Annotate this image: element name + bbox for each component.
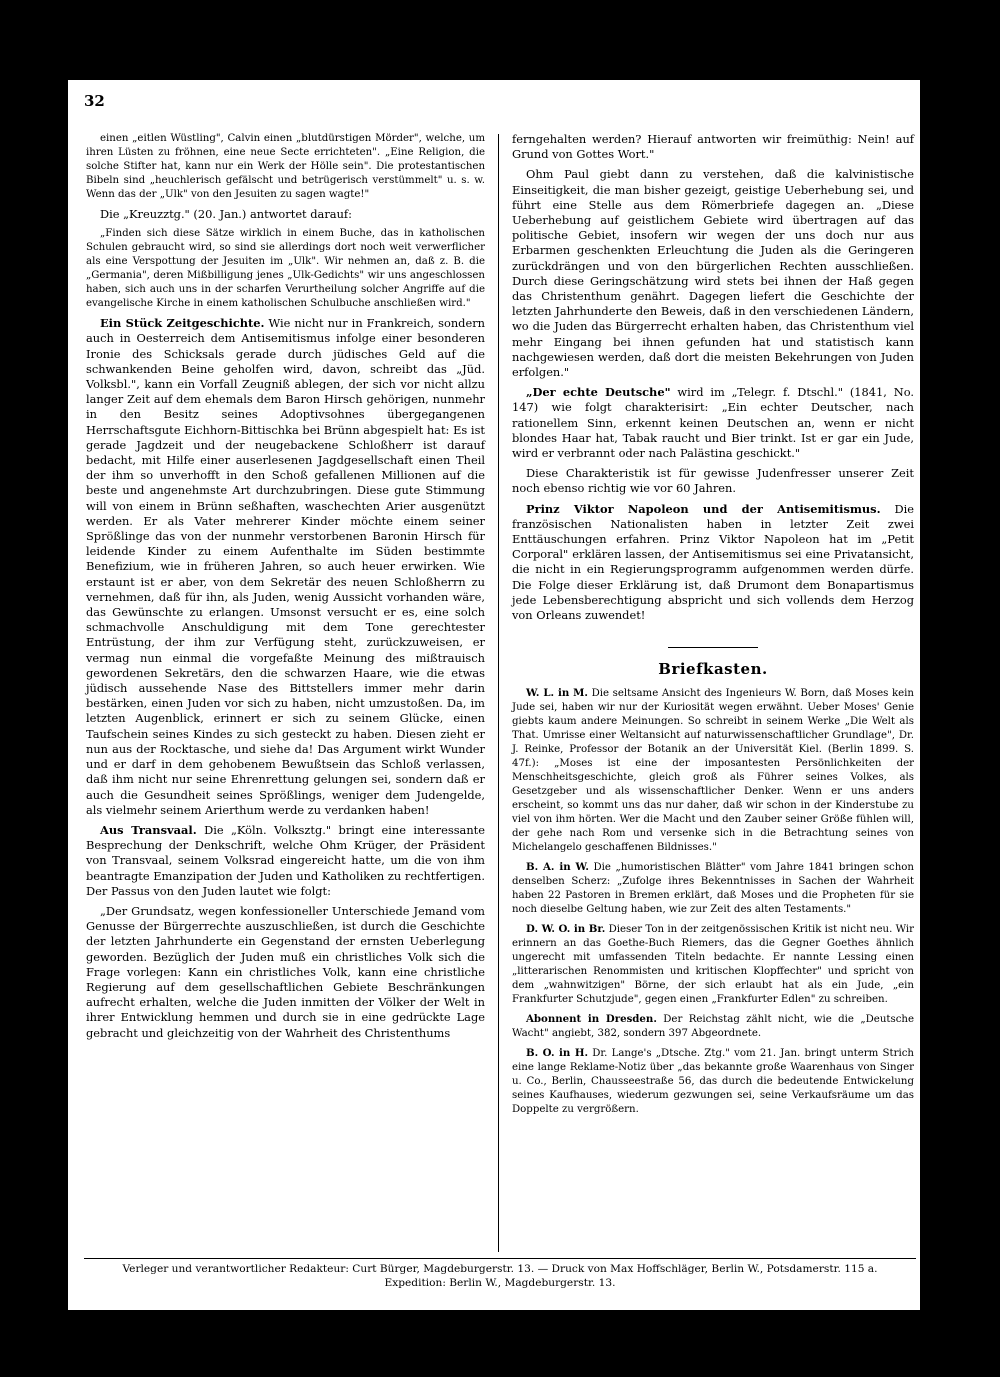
expedition-line: Expedition: Berlin W., Magdeburgerstr. 13.	[384, 1277, 616, 1289]
article-heading: „Der echte Deutsche"	[526, 385, 671, 400]
article-heading: Prinz Viktor Napoleon und der Antisemitismus.	[526, 501, 881, 516]
quoted-paragraph: „Finden sich diese Sätze wirklich in einem Buche, das in katholischen Schulen gebraucht wird, so sind sie allerdings dort noch weit verwerflicher als eine Verspottung der Jesuiten im „Ulk". Wir nehmen an, daß z. B. die „Germania", deren Mißbilligung jenes „Ulk-Gedichts" wir uns angeschlossen haben, sich auch uns in der scharfen Verurtheilung solcher Angriffe auf die evangelische Kirche in einem katholischen Schulbuche anschließen wird."	[86, 228, 485, 310]
imprint-footer	[84, 1262, 916, 1290]
article-text: Dieser Ton in der zeitgenössischen Kritik ist nicht neu. Wir erinnern an das Goethe-Buch Riemers, das die Gegner Goethes ähnlich ungerecht mit umfassenden Titeln bedachte. Er nannte Lessing einen „litterarischen Renommisten und kritischen Klopffechter" und spricht von dem „wahnwitzigen" Börne, der sich erlaubt hat als ein Jude, „ein Frankfurter Schutzjude", gegen einen „Frankfurter Edlen" zu schreiben.	[512, 923, 914, 1005]
article-text: Die „Köln. Volksztg." bringt eine interessante Besprechung der Denkschrift, welche Ohm Krüger, der Präsident von Transvaal, seinem Volksrad eingereicht hatte, um die von ihm beantragte Emanzipation der Juden und Katholiken zu rechtfertigen. Der Passus von den Juden lautet wie folgt:	[86, 822, 485, 898]
article-text: wird im „Telegr. f. Dtschl." (1841, No. 147) wie folgt charakterisirt: „Ein echter Deutscher, nach rationellem Sinn, erkennt keinen Deutschen an, wenn er nicht blondes Haar hat, Tabak raucht und Bier trinkt. Ist er gar ein Jude, wird er verbrannt oder nach Palästina geschickt."	[512, 385, 915, 461]
text-paragraph: Ohm Paul giebt dann zu verstehen, daß die kalvinistische Einseitigkeit, die man bisher gezeigt, geistige Ueberhebung sei, und führt eine Stelle aus dem Römerbriefe dagegen an. „Diese Ueberhebung auf geistlichem Gebiete wird übertragen auf das politische Gebiet, insofern wir wegen der uns doch nur aus Erbarmen geschenkten Erleuchtung die Juden als die Geringeren zurückdrängen und von den bürgerlichen Rechten ausschließen. Durch diese Geringschätzung wird stets bei ihnen der Haß gegen das Christenthum genährt. Dagegen liefert die Geschichte der letzten Jahrhunderte den Beweis, daß in den verschiedenen Ländern, wo die Juden das Bürgerrecht erhalten haben, das Christenthum viel mehr Eingang bei ihnen gefunden hat und statistisch kann nachgewiesen werden, daß dort die meisten Bekehrungen von Juden erfolgen."	[512, 167, 914, 380]
article-heading: Aus Transvaal.	[100, 822, 197, 837]
article-heading: B. A. in W.	[526, 860, 589, 873]
article-paragraph	[86, 316, 485, 818]
article-heading: Abonnent in Dresden.	[526, 1012, 657, 1025]
text-paragraph: ferngehalten werden? Hierauf antworten wir freimüthig: Nein! auf Grund von Gottes Wort."	[512, 132, 914, 162]
column-divider	[498, 134, 499, 1252]
article-heading: D. W. O. in Br.	[526, 922, 606, 935]
right-column	[512, 132, 914, 1122]
article-heading: W. L. in M.	[526, 686, 588, 699]
footer-rule	[84, 1258, 916, 1259]
article-paragraph	[512, 502, 914, 624]
quoted-paragraph: einen „eitlen Wüstling", Calvin einen „blutdürstigen Mörder", welche, um ihren Lüsten zu fröhnen, eine neue Secte errichteten". „Eine Religion, die solche Stifter hat, kann nur ein Werk der Hölle sein". Die protestantischen Bibeln sind „heuchlerisch gefälscht und betrügerisch verstümmelt" u. s. w. Wenn das der „Ulk" von den Jesuiten zu sagen wagte!"	[86, 133, 485, 200]
article-text: Wie nicht nur in Frankreich, sondern auch in Oesterreich dem Antisemitismus infolge einer besonderen Ironie des Schicksals gerade durch jüdisches Geld auf die schwankenden Beine geholfen wird, davon, schreibt das „Jüd. Volksbl.", kann ein Vorfall Zeugniß ablegen, der sich vor nicht allzu langer Zeit auf dem ehemals dem Baron Hirsch gehörigen, nunmehr in den Besitz seines Adoptivsohnes übergegangenen Herrschaftsgute Eichhorn-Bittischka bei Brünn abgespielt hat: Es ist gerade Jagdzeit und der neugebackene Schloßherr ist darauf bedacht, mit Hilfe einer auserlesenen Jagdgesellschaft einen Theil der ihm so unverhofft in den Schoß gefallenen Millionen auf die beste und angenehmste Art durchzubringen. Diese gute Stimmung will von einem in Brünn seßhaften, waschechten Arier ausgenützt werden. Er als Vater mehrerer Kinder möchte einem seiner Sprößlinge das von der nunmehr verstorbenen Baronin Hirsch für leidende Kinder zu einem Aufenthalte im Süden bestimmte Benefizium, wie in früheren Jahren, so auch heuer erwirken. Wie erstaunt ist er aber, von dem Sekretär des neuen Schloßherrn zu vernehmen, daß für ihn, als Juden, wenig Aussicht vorhanden wäre, das Gewünschte zu erlangen. Umsonst versucht er es, eine solch schmachvolle Anschuldigung mit dem Tone gerechtester Entrüstung, der ihm zur Verfügung steht, zurückzuweisen, er vermag nun einmal die vorgefaßte Meinung des mißtrauisch gewordenen Sekretärs, den die schwarzen Haare, wie die etwas jüdisch aussehende Nase des Bittstellers immer mehr darin bestärken, einen Juden vor sich zu haben, nicht umzustoßen. Da, im letzten Augenblick, erinnert er sich zu seinem Glücke, einen Taufschein seines Kindes zu sich gesteckt zu haben. Diesen zieht er nun aus der Rocktasche, und siehe da! Das Argument wirkt Wunder und er darf in dem gehobenem Bewußtsein das Schloß verlassen, daß ihm nicht nur seine Ehrenrettung gelungen sei, sondern daß er auch die Gesundheit seines Sprößlings, weniger dem Judengelde, als vielmehr seinem Arierthum werde zu verdanken haben!	[86, 316, 485, 817]
letterbox-entry	[512, 686, 914, 855]
letterbox-entry	[512, 1012, 914, 1041]
article-paragraph	[512, 385, 914, 461]
letterbox-entry	[512, 860, 914, 917]
article-text: Dr. Lange's „Dtsche. Ztg." vom 21. Jan. bringt unterm Strich eine lange Reklame-Notiz über „das bekannte große Waarenhaus von Singer u. Co., Berlin, Chausseestraße 56, das durch die bedeutende Entwickelung seines Kaufhauses, wiederum gezwungen sei, seine Verkaufsräume um das Doppelte zu vergrößern.	[512, 1047, 914, 1115]
article-text: Der Reichstag zählt nicht, wie die „Deutsche Wacht" angiebt, 382, sondern 397 Abgeordnete.	[512, 1013, 914, 1039]
article-text: Die französischen Nationalisten haben in letzter Zeit zwei Enttäuschungen erfahren. Prinz Viktor Napoleon hat im „Petit Corporal" erklären lassen, der Antisemitismus sei eine Privatansicht, die nicht in ein Regierungsprogramm aufgenommen werden dürfe. Die Folge dieser Erklärung ist, daß Drumont dem Bonapartismus jede Lebensberechtigung abspricht und sich vollends dem Herzog von Orleans zuwendet!	[512, 501, 915, 623]
text-paragraph: Diese Charakteristik ist für gewisse Judenfresser unserer Zeit noch ebenso richtig wie vor 60 Jahren.	[512, 466, 914, 496]
text-paragraph: „Der Grundsatz, wegen konfessioneller Unterschiede Jemand vom Genusse der Bürgerrechte auszuschließen, ist durch die Geschichte der letzten Jahrhunderte ein Gegenstand der ernsten Ueberlegung geworden. Bezüglich der Juden muß ein christliches Volk sich die Frage vorlegen: Kann ein christliches Volk, kann eine christliche Regierung auf dem gesellschaftlichen Gebiete Beschränkungen aufrecht erhalten, welche die Juden inmitten der Völker der Welt in ihrer Entwicklung hemmen und durch sie in eine gedrückte Lage gebracht und gleichzeitig von der Wahrheit des Christenthums	[86, 903, 485, 1040]
imprint-line: Verleger und verantwortlicher Redakteur: Curt Bürger, Magdeburgerstr. 13. — Druck von Max Hoffschläger, Berlin W., Potsdamerstr. 115 a.	[122, 1263, 878, 1275]
letterbox-entry	[512, 922, 914, 1007]
section-rule	[668, 647, 758, 648]
article-heading: Ein Stück Zeitgeschichte.	[100, 316, 265, 331]
text-paragraph: Die „Kreuzztg." (20. Jan.) antwortet darauf:	[100, 207, 352, 221]
left-column	[86, 132, 485, 1046]
page-number: 32	[84, 92, 105, 110]
article-text: Die „humoristischen Blätter" vom Jahre 1841 bringen schon denselben Scherz: „Zufolge ihres Bekenntnisses in Sachen der Wahrheit haben 22 Pastoren in Bremen erklärt, daß Moses und die Propheten für sie noch dieselbe Geltung haben, wie zur Zeit des alten Testaments."	[512, 861, 914, 915]
article-paragraph	[86, 823, 485, 899]
article-heading: B. O. in H.	[526, 1046, 588, 1059]
article-text: Die seltsame Ansicht des Ingenieurs W. Born, daß Moses kein Jude sei, haben wir nur der Kuriosität wegen erwähnt. Ueber Moses' Genie giebts kaum andere Meinungen. So schreibt in seinem Werke „Die Welt als That. Umrisse einer Weltansicht auf naturwissenschaftlicher Grundlage", Dr. J. Reinke, Professor der Botanik an der Universität Kiel. (Berlin 1899. S. 47f.): „Moses ist eine der imposantesten Persönlichkeiten der Menschheitsgeschichte, gleich groß als Führer seines Volkes, als Gesetzgeber und als wissenschaftlicher Denker. Wenn er uns anders erscheint, so kommt uns das nur daher, daß wir schon in der Kinderstube zu viel von ihm hörten. Wer die Macht und den Zauber seiner Größe fühlen will, der gehe nach Rom und versenke sich in die Betrachtung seines von Michelangelo geschaffenen Bildnisses."	[512, 687, 914, 853]
letterbox-entry	[512, 1046, 914, 1117]
section-title: Briefkasten.	[658, 660, 768, 679]
